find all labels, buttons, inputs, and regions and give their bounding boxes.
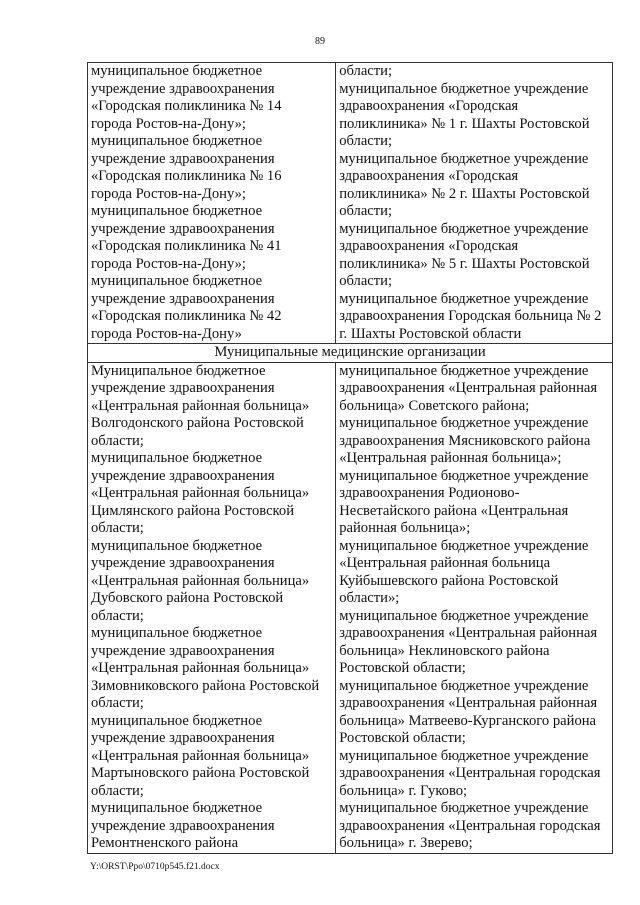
- text-line: области;: [91, 607, 144, 624]
- text-line: больница» Советского района;: [339, 397, 530, 414]
- text-line: муниципальное бюджетное учреждение: [339, 150, 589, 167]
- text-line: Зимовниковского района Ростовской: [91, 677, 320, 694]
- text-line: области;: [91, 432, 144, 449]
- section-header: Муниципальные медицинские организации: [88, 344, 613, 363]
- text-line: здравоохранения «Центральная районная: [339, 625, 598, 641]
- text-line: «Центральная районная больница»: [91, 747, 310, 764]
- text-line: учреждение здравоохранения: [91, 150, 275, 167]
- text-line: Муниципальное бюджетное: [91, 362, 266, 379]
- table-cell-right: [336, 63, 613, 344]
- text-line: города Ростов-на-Дону»;: [91, 185, 246, 202]
- text-line: города Ростов-на-Дону»;: [91, 255, 246, 272]
- text-line: муниципальное бюджетное: [91, 273, 263, 289]
- text-line: Мартыновского района Ростовской: [91, 765, 310, 781]
- text-line: муниципальное бюджетное учреждение: [339, 290, 589, 307]
- text-line: здравоохранения Городская больница № 2: [339, 308, 602, 324]
- text-line: учреждение здравоохранения: [91, 555, 275, 571]
- text-line: муниципальное бюджетное учреждение: [339, 80, 589, 97]
- text-line: здравоохранения «Центральная районная: [339, 380, 598, 396]
- text-line: поликлиника» № 5 г. Шахты Ростовской: [339, 255, 590, 272]
- table-row: [88, 63, 613, 344]
- text-line: учреждение здравоохранения: [91, 730, 275, 746]
- text-line: «Центральная районная больница»: [91, 660, 310, 676]
- text-line: здравоохранения Родионово-: [339, 485, 520, 501]
- text-line: здравоохранения «Центральная городская: [339, 817, 601, 834]
- text-line: области;: [339, 133, 393, 149]
- text-line: Несветайского района «Центральная: [339, 502, 569, 519]
- text-line: поликлиника» № 1 г. Шахты Ростовской: [339, 115, 590, 132]
- text-line: муниципальное бюджетное учреждение: [339, 220, 589, 237]
- text-line: здравоохранения «Городская: [339, 98, 519, 114]
- text-line: муниципальное бюджетное: [91, 203, 263, 219]
- text-line: области;: [91, 782, 144, 799]
- text-line: «Центральная районная больница»: [91, 485, 310, 501]
- text-line: муниципальное бюджетное учреждение: [339, 677, 589, 694]
- text-line: Волгодонского района Ростовской: [91, 415, 304, 431]
- text-line: Ростовской области;: [339, 730, 466, 746]
- text-line: больница» г. Гуково;: [339, 782, 468, 799]
- text-line: муниципальное бюджетное учреждение: [339, 415, 589, 431]
- page-number: 89: [315, 36, 325, 47]
- text-line: здравоохранения «Городская: [339, 168, 519, 184]
- text-line: учреждение здравоохранения: [91, 467, 275, 484]
- text-line: «Городская поликлиника № 41: [91, 238, 282, 254]
- text-line: муниципальное бюджетное: [91, 450, 263, 466]
- text-line: муниципальное бюджетное учреждение: [339, 607, 589, 624]
- section-header-row: [88, 344, 613, 363]
- text-line: «Городская поликлиника № 14: [91, 98, 282, 114]
- text-line: «Центральная районная больница: [339, 555, 551, 571]
- text-line: «Центральная районная больница»: [91, 572, 310, 589]
- text-line: учреждение здравоохранения: [91, 220, 275, 237]
- text-line: города Ростов-на-Дону»;: [91, 115, 246, 132]
- table-cell-right: [336, 362, 613, 853]
- text-line: Цимлянского района Ростовской: [91, 502, 295, 519]
- table-row: [88, 362, 613, 853]
- text-line: здравоохранения Мясниковского района: [339, 432, 591, 449]
- text-line: муниципальное бюджетное учреждение: [339, 747, 589, 764]
- text-line: учреждение здравоохранения: [91, 290, 275, 307]
- text-line: муниципальное бюджетное: [91, 133, 263, 149]
- table-cell-left: [88, 63, 336, 344]
- text-line: «Городская поликлиника № 16: [91, 168, 282, 184]
- text-line: муниципальное бюджетное учреждение: [339, 800, 589, 816]
- text-line: муниципальное бюджетное учреждение: [339, 362, 589, 379]
- text-line: муниципальное бюджетное: [91, 800, 263, 816]
- text-line: «Городская поликлиника № 42: [91, 308, 282, 324]
- text-line: учреждение здравоохранения: [91, 380, 275, 396]
- text-line: муниципальное бюджетное: [91, 625, 263, 641]
- text-line: учреждение здравоохранения: [91, 817, 275, 834]
- text-line: «Центральная районная больница»;: [339, 450, 562, 466]
- text-line: «Центральная районная больница»: [91, 397, 310, 414]
- text-line: здравоохранения «Центральная городская: [339, 765, 601, 781]
- text-line: муниципальное бюджетное учреждение: [339, 537, 589, 554]
- text-line: области;: [339, 63, 393, 79]
- footer-file-path: Y:\ORST\Ppo\0710p545.f21.docx: [90, 862, 220, 872]
- text-line: области;: [339, 273, 393, 289]
- text-line: учреждение здравоохранения: [91, 80, 275, 97]
- table-cell-left: [88, 362, 336, 853]
- text-line: районная больница»;: [339, 520, 471, 536]
- text-line: муниципальное бюджетное: [91, 63, 263, 79]
- text-line: муниципальное бюджетное: [91, 537, 263, 554]
- text-line: области;: [91, 520, 144, 536]
- text-line: здравоохранения «Центральная районная: [339, 695, 598, 711]
- text-line: муниципальное бюджетное учреждение: [339, 467, 589, 484]
- text-line: больница» Неклиновского района: [339, 642, 550, 659]
- text-line: муниципальное бюджетное: [91, 712, 263, 729]
- text-line: области;: [339, 203, 393, 219]
- text-line: Ремонтненского района: [91, 835, 239, 851]
- organizations-table: [87, 62, 613, 854]
- text-line: здравоохранения «Городская: [339, 238, 519, 254]
- text-line: учреждение здравоохранения: [91, 642, 275, 659]
- text-line: области»;: [339, 590, 400, 606]
- text-line: больница» Матвеево-Курганского района: [339, 712, 597, 729]
- text-line: г. Шахты Ростовской области: [339, 325, 522, 342]
- text-line: Ростовской области;: [339, 660, 466, 676]
- text-line: поликлиника» № 2 г. Шахты Ростовской: [339, 185, 590, 202]
- text-line: области;: [91, 695, 144, 711]
- text-line: больница» г. Зверево;: [339, 835, 473, 851]
- text-line: Дубовского района Ростовской: [91, 590, 284, 606]
- text-line: Куйбышевского района Ростовской: [339, 572, 559, 589]
- text-line: города Ростов-на-Дону»: [91, 325, 242, 342]
